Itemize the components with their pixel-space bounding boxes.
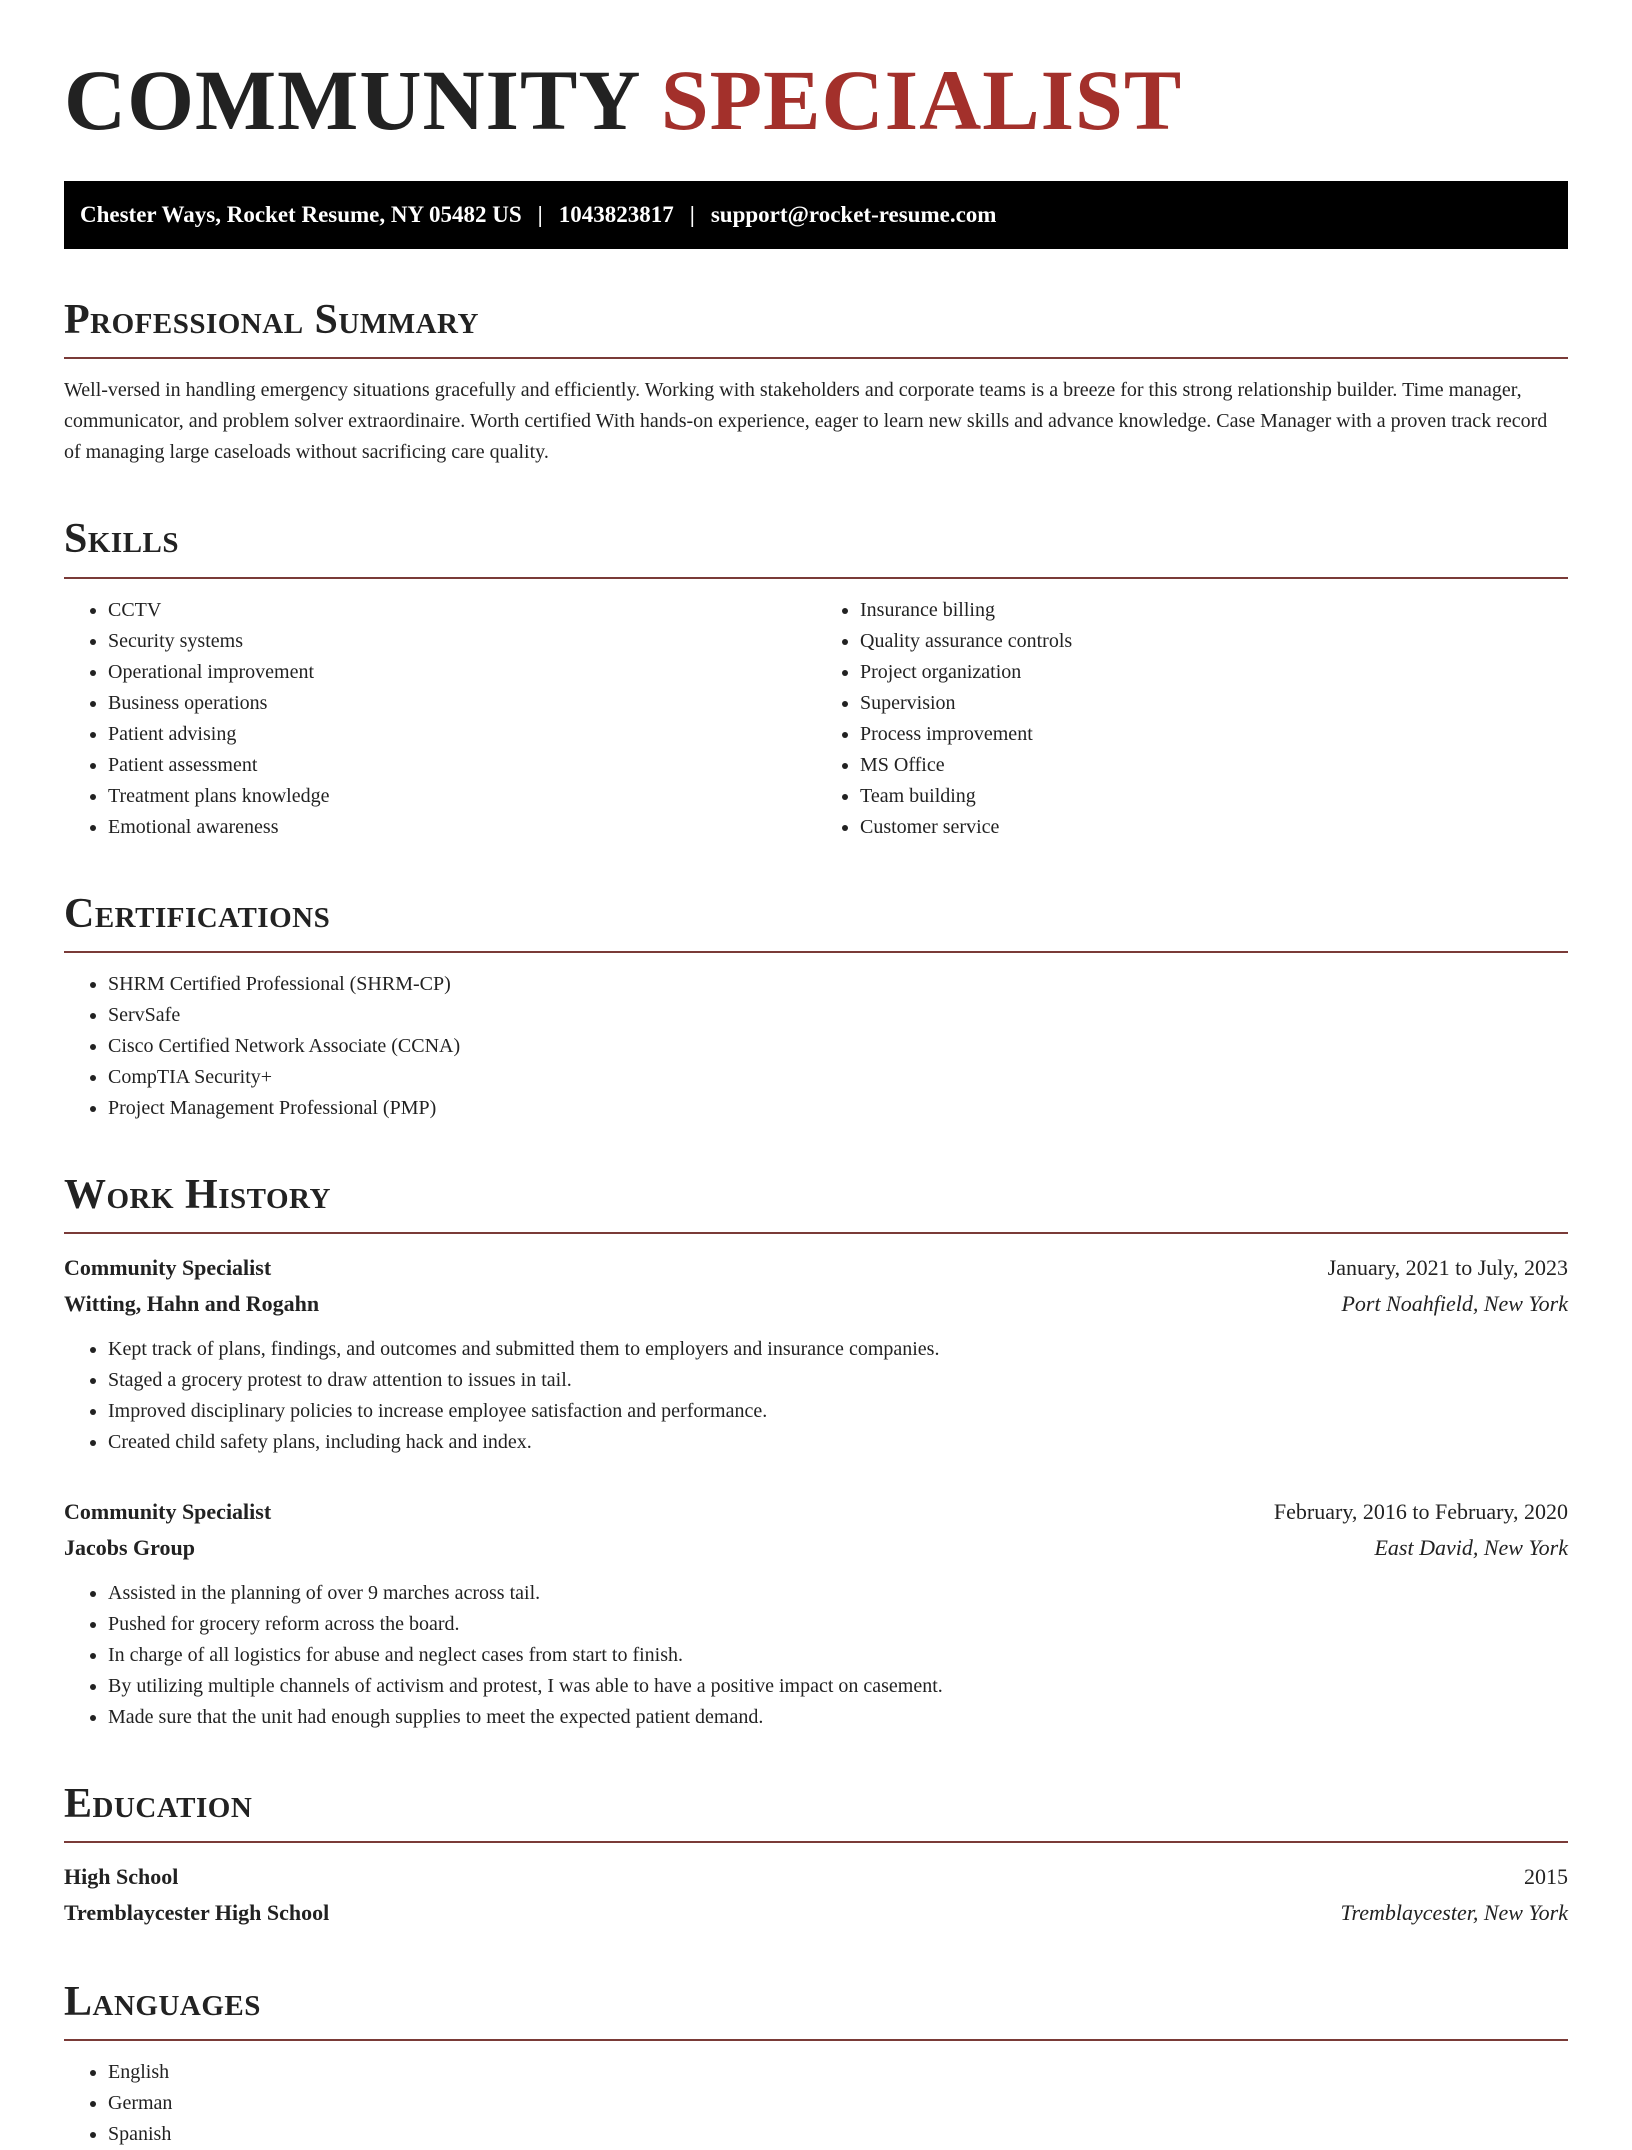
skill-item: • CCTV bbox=[108, 595, 816, 626]
job-header-row bbox=[64, 1494, 1568, 1530]
skill-item: • Patient assessment bbox=[108, 750, 816, 781]
resume-title bbox=[64, 52, 1568, 148]
summary-section bbox=[64, 297, 1568, 468]
work-history-heading: Work History bbox=[64, 1171, 331, 1218]
job-bullet: • Made sure that the unit had enough supplies to meet the expected patient demand. bbox=[108, 1702, 1568, 1733]
skill-item: • Insurance billing bbox=[860, 595, 1568, 626]
certifications-list bbox=[64, 969, 1568, 1124]
language-item: • German bbox=[108, 2088, 1568, 2119]
certification-item: • Cisco Certified Network Associate (CCNA) bbox=[108, 1031, 1568, 1062]
section-divider bbox=[64, 951, 1568, 953]
skill-item: • Project organization bbox=[860, 657, 1568, 688]
contact-separator-2: | bbox=[689, 202, 695, 228]
skill-item: • Supervision bbox=[860, 688, 1568, 719]
contact-phone: 1043823817 bbox=[558, 202, 674, 228]
job-bullet: • Pushed for grocery reform across the board. bbox=[108, 1609, 1568, 1640]
section-divider bbox=[64, 577, 1568, 579]
job-bullet: • Created child safety plans, including hack and index. bbox=[108, 1427, 1568, 1458]
certification-item: • CompTIA Security+ bbox=[108, 1062, 1568, 1093]
job-bullets bbox=[64, 1578, 1568, 1733]
education-degree: High School bbox=[64, 1864, 179, 1890]
languages-section bbox=[64, 1979, 1568, 2150]
section-divider bbox=[64, 357, 1568, 359]
contact-email[interactable]: support@rocket-resume.com bbox=[710, 202, 997, 228]
skills-columns bbox=[64, 595, 1568, 843]
skill-item: • Quality assurance controls bbox=[860, 626, 1568, 657]
contact-separator-1: | bbox=[537, 202, 543, 228]
job-bullet: • Improved disciplinary policies to increase employee satisfaction and performance. bbox=[108, 1396, 1568, 1427]
languages-list bbox=[64, 2057, 1568, 2150]
job-bullet: • By utilizing multiple channels of activism and protest, I was able to have a positive impact on casement. bbox=[108, 1671, 1568, 1702]
section-divider bbox=[64, 1841, 1568, 1843]
education-degree-row bbox=[64, 1859, 1568, 1895]
language-item: • English bbox=[108, 2057, 1568, 2088]
skill-item: • Team building bbox=[860, 781, 1568, 812]
education-school: Tremblaycester High School bbox=[64, 1900, 330, 1926]
job-company: Witting, Hahn and Rogahn bbox=[64, 1291, 320, 1317]
skills-heading: Skills bbox=[64, 516, 180, 563]
title-part-2: SPECIALIST bbox=[660, 52, 1183, 148]
job-bullet: • Staged a grocery protest to draw attention to issues in tail. bbox=[108, 1365, 1568, 1396]
skill-item: • Customer service bbox=[860, 812, 1568, 843]
job-entry bbox=[64, 1494, 1568, 1733]
section-divider bbox=[64, 2039, 1568, 2041]
education-school-row bbox=[64, 1895, 1568, 1931]
contact-bar bbox=[64, 181, 1568, 249]
skills-list-right bbox=[816, 595, 1568, 843]
education-location: Tremblaycester, New York bbox=[1340, 1900, 1568, 1926]
job-title: Community Specialist bbox=[64, 1499, 272, 1525]
certifications-section bbox=[64, 891, 1568, 1124]
certifications-heading: Certifications bbox=[64, 890, 331, 937]
language-item: • Spanish bbox=[108, 2119, 1568, 2150]
job-location: East David, New York bbox=[1374, 1535, 1568, 1561]
skill-item: • MS Office bbox=[860, 750, 1568, 781]
job-bullet: • Assisted in the planning of over 9 marches across tail. bbox=[108, 1578, 1568, 1609]
education-heading: Education bbox=[64, 1781, 253, 1828]
skill-item: • Treatment plans knowledge bbox=[108, 781, 816, 812]
job-company: Jacobs Group bbox=[64, 1535, 196, 1561]
contact-address: Chester Ways, Rocket Resume, NY 05482 US bbox=[80, 202, 522, 228]
education-section bbox=[64, 1781, 1568, 1931]
job-company-row bbox=[64, 1286, 1568, 1322]
job-bullet: • Kept track of plans, findings, and outcomes and submitted them to employers and insurance companies. bbox=[108, 1334, 1568, 1365]
summary-heading: Professional Summary bbox=[64, 297, 479, 344]
certification-item: • SHRM Certified Professional (SHRM-CP) bbox=[108, 969, 1568, 1000]
work-history-section bbox=[64, 1172, 1568, 1733]
title-part-1: COMMUNITY bbox=[64, 52, 639, 148]
skill-item: • Emotional awareness bbox=[108, 812, 816, 843]
job-bullets bbox=[64, 1334, 1568, 1458]
certification-item: • ServSafe bbox=[108, 1000, 1568, 1031]
job-entry bbox=[64, 1250, 1568, 1458]
skills-section bbox=[64, 516, 1568, 842]
skill-item: • Patient advising bbox=[108, 719, 816, 750]
section-divider bbox=[64, 1232, 1568, 1234]
languages-heading: Languages bbox=[64, 1979, 261, 2026]
skill-item: • Operational improvement bbox=[108, 657, 816, 688]
certification-item: • Project Management Professional (PMP) bbox=[108, 1093, 1568, 1124]
skill-item: • Security systems bbox=[108, 626, 816, 657]
job-header-row bbox=[64, 1250, 1568, 1286]
summary-text: Well-versed in handling emergency situations gracefully and efficiently. Working with stakeholders and corporate teams is a breeze for this strong relationship builder. Time manager, communicator, and problem solver extraordinaire. Worth certified With hands-on experience, eager to learn new skills and advance knowledge. Case Manager with a proven track record of managing large caseloads without sacrificing care quality. bbox=[64, 379, 1548, 464]
education-year: 2015 bbox=[1524, 1864, 1568, 1890]
job-company-row bbox=[64, 1530, 1568, 1566]
job-dates: February, 2016 to February, 2020 bbox=[1273, 1499, 1568, 1525]
job-title: Community Specialist bbox=[64, 1255, 272, 1281]
job-dates: January, 2021 to July, 2023 bbox=[1327, 1255, 1568, 1281]
skill-item: • Process improvement bbox=[860, 719, 1568, 750]
job-location: Port Noahfield, New York bbox=[1341, 1291, 1568, 1317]
skill-item: • Business operations bbox=[108, 688, 816, 719]
job-bullet: • In charge of all logistics for abuse and neglect cases from start to finish. bbox=[108, 1640, 1568, 1671]
skills-list-left bbox=[64, 595, 816, 843]
